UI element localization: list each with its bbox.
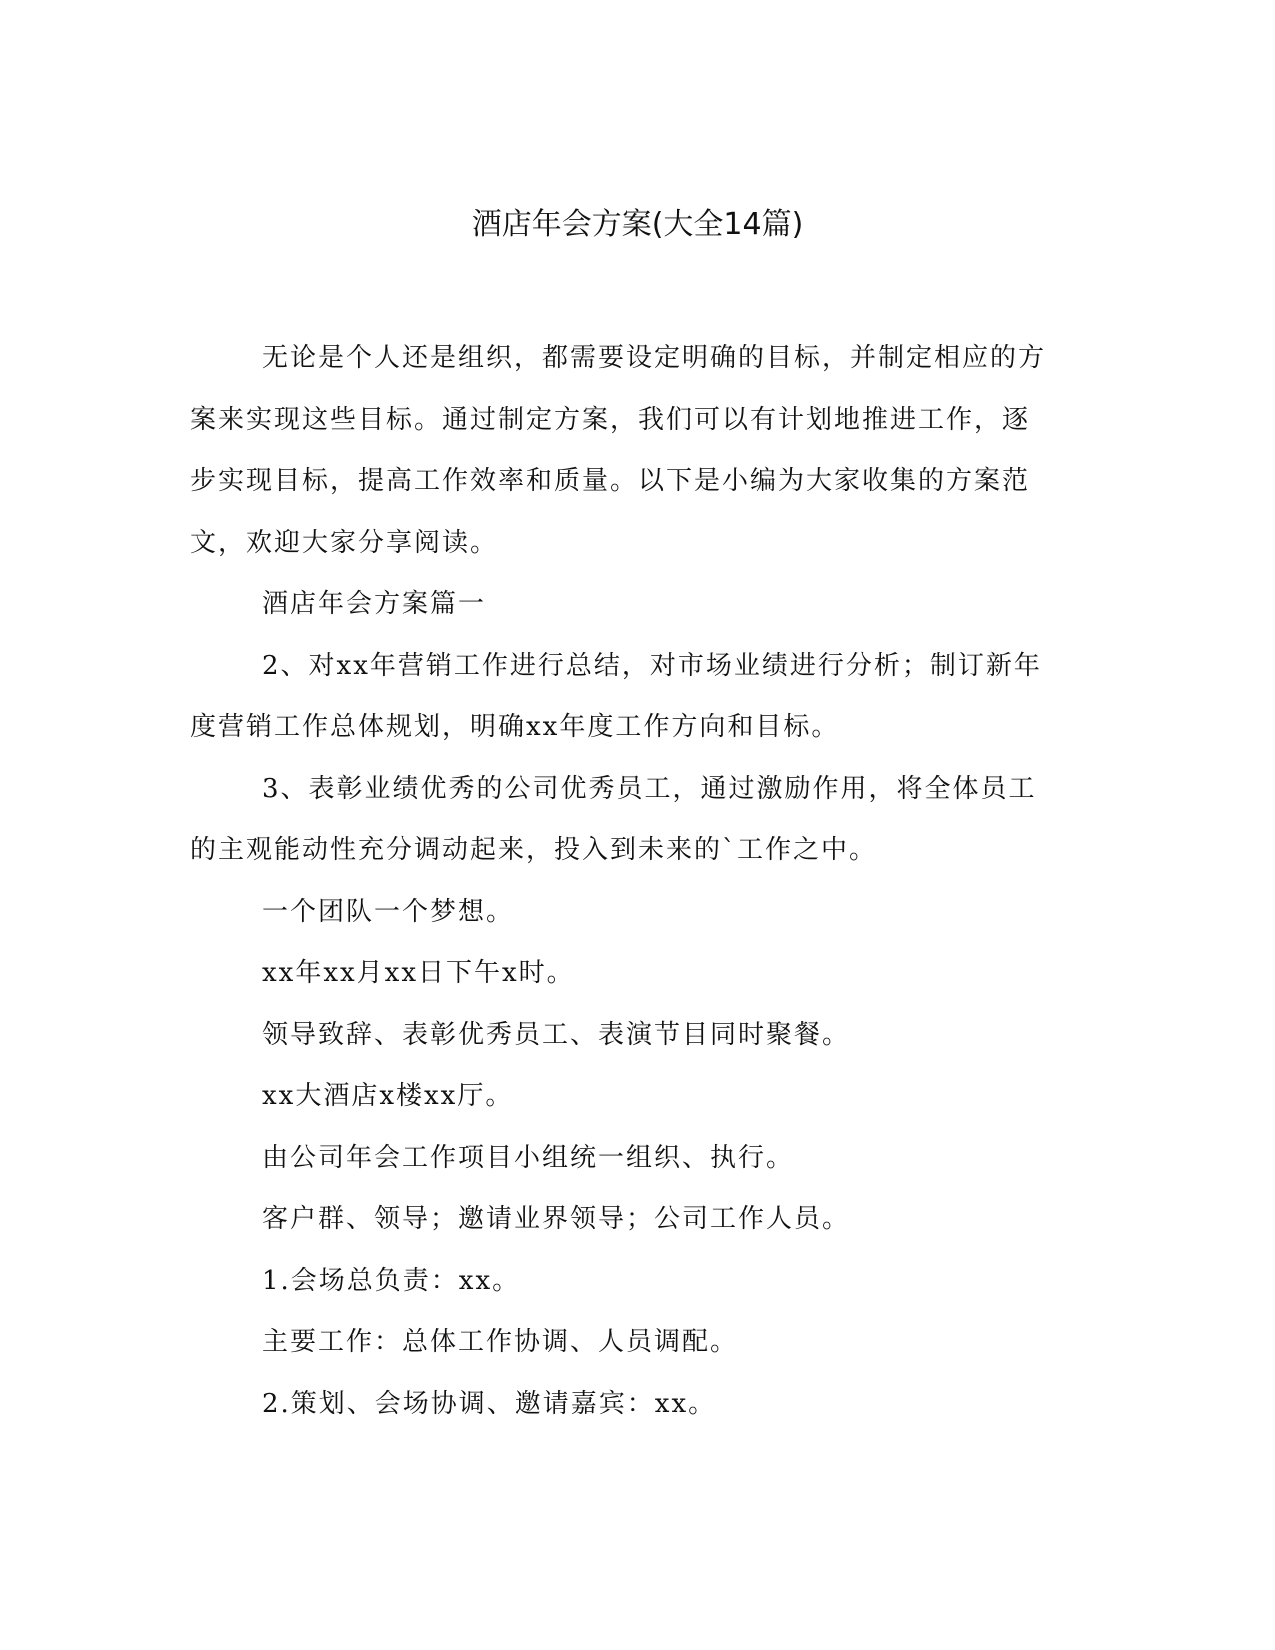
body-paragraph [190,1128,1080,1190]
body-paragraph [190,1374,1080,1436]
paragraph-line: 3、表彰业绩优秀的公司优秀员工，通过激励作用，将全体员工 [262,773,1037,804]
paragraph-line: 领导致辞、表彰优秀员工、表演节目同时聚餐。 [262,1019,851,1050]
document-title: 酒店年会方案(大全14篇) [471,207,804,242]
paragraph-line: 度营销工作总体规划，明确xx年度工作方向和目标。 [190,712,840,742]
body-paragraph [190,636,1080,759]
paragraph-line: 1.会场总负责：xx。 [262,1265,521,1296]
paragraph-line: 酒店年会方案篇一 [262,589,487,619]
paragraph-line: 案来实现这些目标。通过制定方案，我们可以有计划地推进工作，逐 [190,404,1031,435]
intro-paragraph [190,328,1080,574]
section-heading [190,574,1080,636]
paragraph-line: xx年xx月xx日下午x时。 [262,958,575,988]
paragraph-line: 文，欢迎大家分享阅读。 [190,527,499,558]
body-paragraph [190,943,1080,1005]
body-paragraph [190,1251,1080,1313]
body-paragraph [190,759,1080,882]
body-paragraph [190,882,1080,944]
paragraph-line: 客户群、领导；邀请业界领导；公司工作人员。 [262,1204,851,1234]
document-body [190,328,1080,1435]
paragraph-line: 由公司年会工作项目小组统一组织、执行。 [262,1142,795,1173]
paragraph-line: xx大酒店x楼xx厅。 [262,1081,514,1111]
paragraph-line: 无论是个人还是组织，都需要设定明确的目标，并制定相应的方 [262,343,1047,373]
paragraph-line: 2、对xx年营销工作进行总结，对市场业绩进行分析；制订新年 [262,650,1042,681]
body-paragraph [190,1066,1080,1128]
paragraph-line: 2.策划、会场协调、邀请嘉宾：xx。 [262,1388,717,1419]
paragraph-line: 一个团队一个梦想。 [262,896,515,927]
paragraph-line: 步实现目标，提高工作效率和质量。以下是小编为大家收集的方案范 [190,466,1031,496]
body-paragraph [190,1005,1080,1067]
paragraph-line: 主要工作：总体工作协调、人员调配。 [262,1327,739,1357]
body-paragraph [190,1189,1080,1251]
paragraph-line: 的主观能动性充分调动起来，投入到未来的`工作之中。 [190,835,878,865]
body-paragraph [190,1312,1080,1374]
